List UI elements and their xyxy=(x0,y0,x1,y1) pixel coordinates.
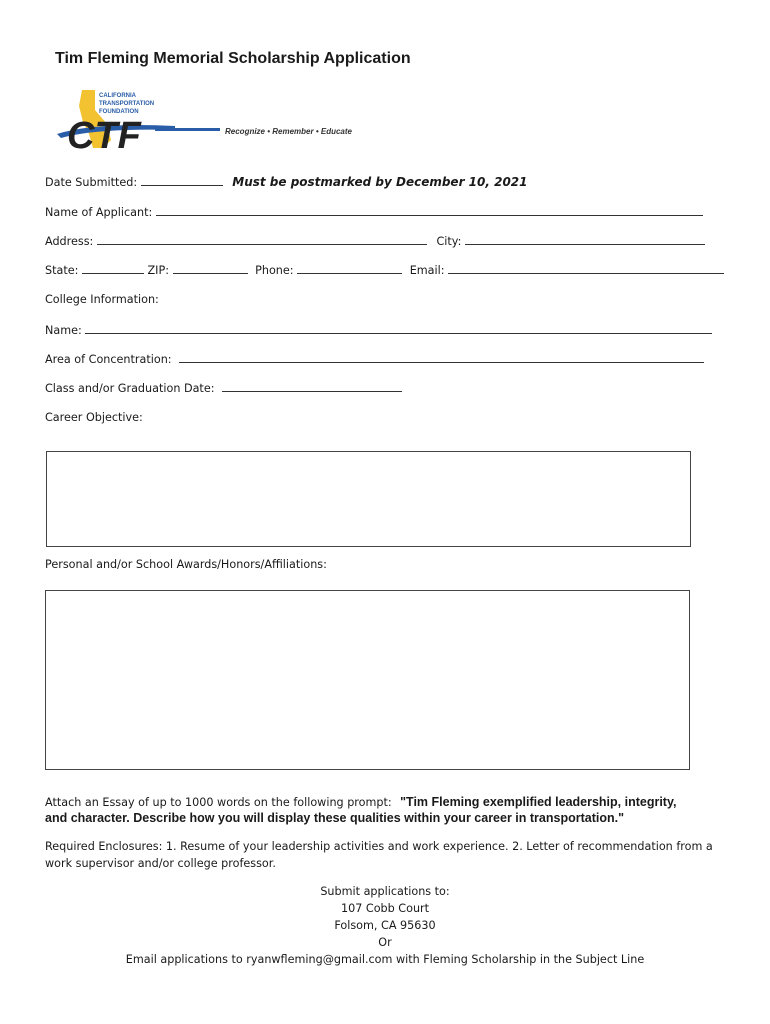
logo-acronym: CTF xyxy=(67,115,141,154)
city-field[interactable] xyxy=(465,234,705,245)
phone-field[interactable] xyxy=(297,263,402,274)
college-name-field[interactable] xyxy=(85,323,712,334)
applicant-name-label: Name of Applicant: xyxy=(45,206,153,219)
address-row xyxy=(45,234,705,248)
submit-street: 107 Cobb Court xyxy=(340,902,430,915)
college-name-label: Name: xyxy=(45,324,82,337)
postmark-note: Must be postmarked by December 10, 2021 xyxy=(232,175,528,189)
page-title: Tim Fleming Memorial Scholarship Application xyxy=(55,50,411,67)
date-submitted-label: Date Submitted: xyxy=(45,176,138,189)
submit-city: Folsom, CA 95630 xyxy=(334,919,436,932)
career-objective-label: Career Objective: xyxy=(45,411,143,424)
awards-label: Personal and/or School Awards/Honors/Affiliations: xyxy=(45,558,327,571)
submit-email-line: Email applications to ryanwfleming@gmail.com with Fleming Scholarship in the Subject Line xyxy=(125,953,645,966)
address-field[interactable] xyxy=(97,234,427,245)
applicant-name-row xyxy=(45,205,703,219)
essay-prompt-part2: and character. Describe how you will display these qualities within your career in transportation." xyxy=(45,811,624,825)
logo-org-line1: CALIFORNIA xyxy=(99,93,136,99)
date-submitted-row xyxy=(45,175,528,189)
ctf-logo xyxy=(55,88,365,154)
enclosures-line2: work supervisor and/or college professor. xyxy=(45,857,276,870)
college-name-row xyxy=(45,323,712,337)
college-info-heading: College Information: xyxy=(45,293,159,306)
graduation-row xyxy=(45,381,402,395)
state-label: State: xyxy=(45,264,79,277)
essay-prompt-line1 xyxy=(45,793,676,811)
ctf-logo-graphic xyxy=(55,88,365,154)
logo-org-line3: FOUNDATION xyxy=(99,109,139,115)
enclosures-line1: Required Enclosures: 1. Resume of your leadership activities and work experience. 2. Letter of recommendation from a xyxy=(45,840,713,853)
address-label: Address: xyxy=(45,235,94,248)
date-submitted-field[interactable] xyxy=(141,175,223,186)
concentration-label: Area of Concentration: xyxy=(45,353,172,366)
email-label: Email: xyxy=(409,264,445,277)
phone-label: Phone: xyxy=(255,264,294,277)
submit-heading: Submit applications to: xyxy=(320,885,450,898)
concentration-field[interactable] xyxy=(179,352,704,363)
zip-field[interactable] xyxy=(173,263,248,274)
career-objective-box[interactable] xyxy=(46,451,691,547)
state-field[interactable] xyxy=(82,263,144,274)
essay-intro: Attach an Essay of up to 1000 words on the following prompt: xyxy=(45,796,392,809)
logo-tagline: Recognize • Remember • Educate xyxy=(225,127,352,136)
contact-row xyxy=(45,263,724,277)
applicant-name-field[interactable] xyxy=(156,205,703,216)
submit-or: Or xyxy=(378,936,392,949)
logo-org-line2: TRANSPORTATION xyxy=(99,101,155,107)
graduation-label: Class and/or Graduation Date: xyxy=(45,382,215,395)
city-label: City: xyxy=(436,235,462,248)
concentration-row xyxy=(45,352,704,366)
graduation-field[interactable] xyxy=(222,381,402,392)
awards-box[interactable] xyxy=(45,590,690,770)
essay-prompt-part1: "Tim Fleming exemplified leadership, integrity, xyxy=(400,795,677,809)
zip-label: ZIP: xyxy=(147,264,169,277)
email-field[interactable] xyxy=(448,263,724,274)
